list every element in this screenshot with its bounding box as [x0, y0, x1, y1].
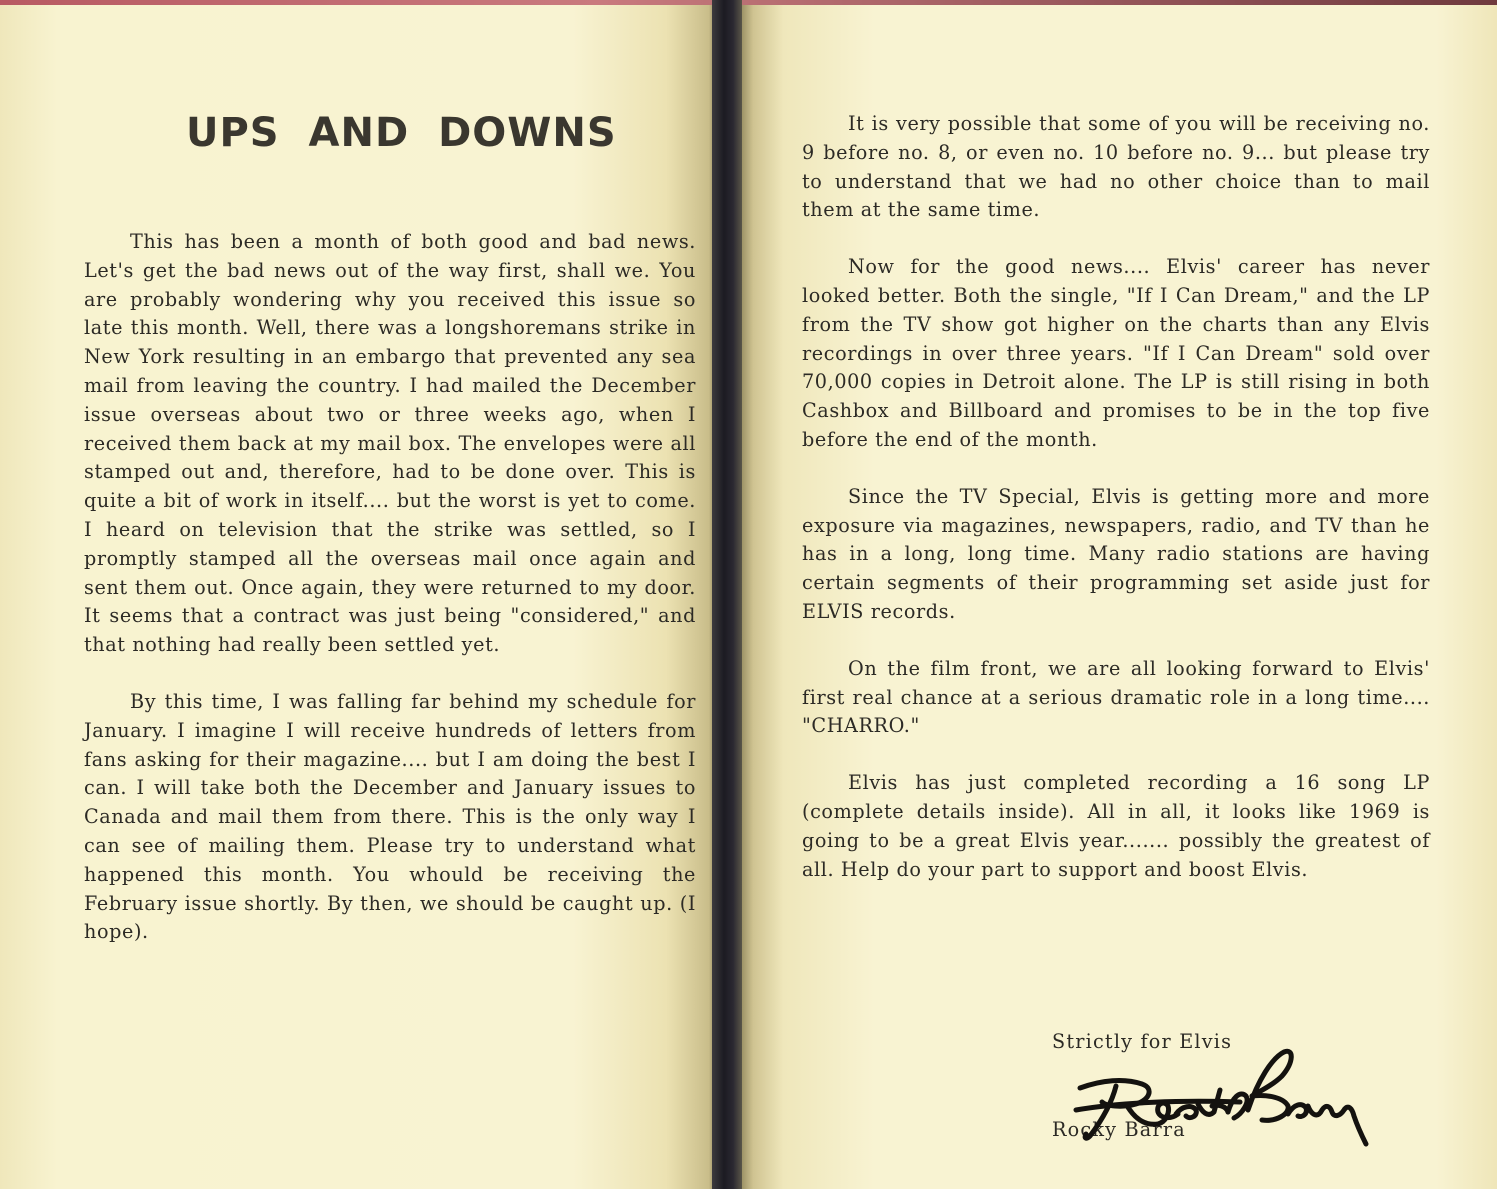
- paragraph: On the film front, we are all looking forward to Elvis' first real chance at a serious dramatic role in a long time.... "CHARRO.": [802, 656, 1430, 738]
- left-column: [84, 228, 696, 975]
- signature-block: [1052, 1030, 1382, 1160]
- paragraph: Since the TV Special, Elvis is getting more and more exposure via magazines, newspapers, radio, and TV than he has in a long, long time. Many radio stations are having certain segments of their programming set aside just for ELVIS records.: [802, 484, 1430, 623]
- right-column: [802, 110, 1430, 912]
- paragraph: Now for the good news.... Elvis' career has never looked better. Both the single, "If I Can Dream," and the LP from the TV show got higher on the charts than any Elvis recordings in over three years. "If I Can Dream" sold over 70,000 copies in Detroit alone. The LP is still rising in both Cashbox and Billboard and promises to be in the top five before the end of the month.: [802, 255, 1430, 451]
- paragraph: This has been a month of both good and bad news. Let's get the bad news out of the way first, shall we. You are probably wondering why you received this issue so late this month. Well, there was a longshoremans strike in New York resulting in an embargo that prevented any sea mail from leaving the country. I had mailed the December issue overseas about two or three weeks ago, when I received them back at my mail box. The envelopes were all stamped out and, therefore, had to be done over. This is quite a bit of work in itself.... but the worst is yet to come. I heard on television that the strike was settled, so I promptly stamped all the overseas mail once again and sent them out. Once again, they were returned to my door. It seems that a contract was just being "considered," and that nothing had really been settled yet.: [84, 230, 696, 657]
- author-name: Rocky Barra: [1052, 1118, 1186, 1141]
- paragraph: It is very possible that some of you will be receiving no. 9 before no. 8, or even no. 10 before no. 9... but please try to understand that we had no other choice than to mail them at the same time.: [802, 112, 1430, 222]
- page-title: UPS AND DOWNS: [186, 110, 617, 156]
- handwritten-signature-icon: [1062, 1040, 1372, 1150]
- book-gutter: [712, 0, 742, 1189]
- paragraph: Elvis has just completed recording a 16 song LP (complete details inside). All in all, it looks like 1969 is going to be a great Elvis year....... possibly the greatest of all. Help do your part to support and boost Elvis.: [802, 771, 1430, 881]
- paragraph: By this time, I was falling far behind my schedule for January. I imagine I will receive hundreds of letters from fans asking for their magazine.... but I am doing the best I can. I will take both the December and January issues to Canada and mail them from there. This is the only way I can see of mailing them. Please try to understand what happened this month. You whould be receiving the February issue shortly. By then, we should be caught up. (I hope).: [84, 689, 696, 944]
- closing-line: Strictly for Elvis: [1052, 1030, 1233, 1053]
